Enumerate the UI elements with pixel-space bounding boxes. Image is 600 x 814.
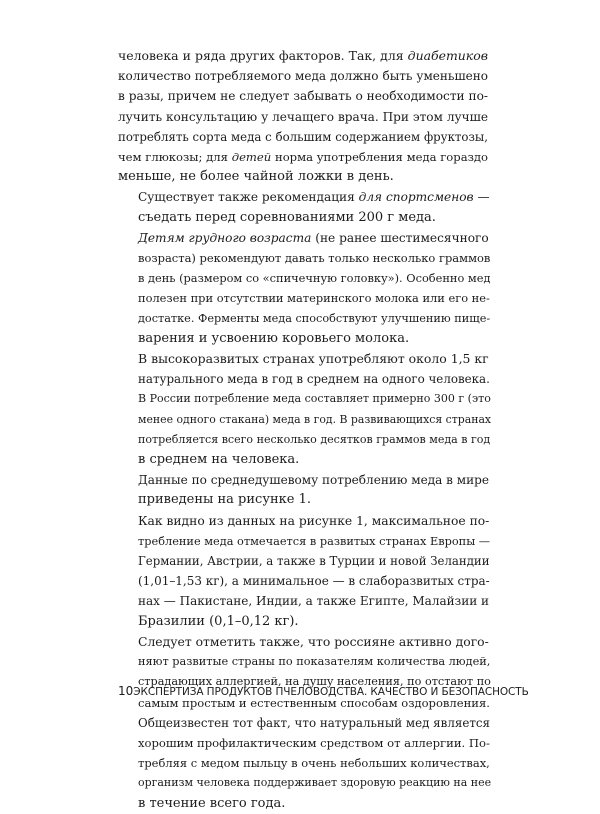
page-footer: [118, 683, 529, 700]
paragraph-athletes: [118, 187, 488, 227]
italic-term: диабетиков: [407, 48, 488, 63]
text-line: Как видно из данных на рисунке 1, максимальное по-: [138, 513, 490, 528]
text-line: страдающих аллергией, на душу населения, по отстают по: [138, 675, 491, 689]
text-line: Существует также рекомендация для спортсменов —: [138, 190, 490, 205]
text-line: чем глюкозы; для детей норма употребления меда гораздо: [118, 150, 489, 165]
paragraph-allergy: [118, 632, 492, 814]
italic-term: детей: [231, 150, 272, 165]
text-line: В высокоразвитых странах употребляют около 1,5 кг: [138, 351, 489, 367]
text-line: (1,01–1,53 кг), а минимальное — в слаборазвитых стра-: [138, 574, 490, 589]
text-line: в среднем на человека.: [138, 452, 300, 468]
text-line: самым простым и естественным способам оздоровления.: [138, 695, 490, 710]
text-line: лучить консультацию у лечащего врача. При этом лучше: [118, 109, 488, 124]
paragraph-countries: [118, 511, 491, 632]
text-line: съедать перед соревнованиями 200 г меда.: [138, 209, 436, 225]
text-line: нах — Пакистане, Индии, а также Египте, Малайзии и: [138, 594, 490, 609]
text-line: няют развитые страны по показателям количества людей,: [138, 655, 491, 669]
text-line: количество потребляемого меда должно быть уменьшено: [118, 69, 488, 84]
paragraph-diabetics: [118, 46, 488, 187]
text-line: человека и ряда других факторов. Так, для диабетиков: [118, 48, 488, 63]
text-line: натурального меда в год в среднем на одного человека.: [138, 372, 490, 387]
page-number: 10: [118, 684, 134, 698]
paragraph-figure-ref: [118, 470, 488, 510]
running-title: ЭКСПЕРТИЗА ПРОДУКТОВ ПЧЕЛОВОДСТВА. КАЧЕСТВО И БЕЗОПАСНОСТЬ: [133, 686, 529, 698]
italic-term: Детям грудного возраста: [138, 230, 312, 245]
text-line: Детям грудного возраста (не ранее шестимесячного: [138, 230, 489, 245]
text-line: в течение всего года.: [138, 795, 286, 811]
text-line: меньше, не более чайной ложки в день.: [118, 169, 394, 185]
text-line: в день (размером со «спичечную головку»). Особенно мед: [138, 271, 491, 286]
text-line: В России потребление меда составляет примерно 300 г (это: [138, 392, 491, 406]
italic-term: для спортсменов: [358, 190, 474, 205]
text-line: организм человека поддерживает здоровую реакцию на нее: [138, 776, 492, 790]
text-line: Общеизвестен тот факт, что натуральный мед является: [138, 715, 490, 730]
text-line: Данные по среднедушевому потреблению меда в мире: [138, 473, 489, 488]
text-line: хорошим профилактическим средством от аллергии. По-: [138, 735, 490, 750]
paragraph-consumption: [118, 349, 492, 470]
text-line: требляя с медом пыльцу в очень небольших количествах,: [138, 756, 490, 771]
text-line: Следует отметить также, что россияне активно дого-: [138, 634, 489, 649]
paragraph-infants: [118, 228, 491, 349]
text-line: Германии, Австрии, а также в Турции и новой Зеландии: [138, 554, 490, 569]
text-line: потреблять сорта меда с большим содержанием фруктозы,: [118, 129, 488, 144]
text-line: потребляется всего несколько десятков граммов меда в год: [138, 432, 491, 446]
text-line: Бразилии (0,1–0,12 кг).: [138, 613, 299, 629]
text-line: приведены на рисунке 1.: [138, 492, 311, 508]
text-line: возраста) рекомендуют давать только несколько граммов: [138, 251, 491, 266]
text-line: варения и усвоению коровьего молока.: [138, 330, 410, 346]
text-line: требление меда отмечается в развитых странах Европы —: [138, 533, 491, 548]
text-line: полезен при отсутствии материнского молока или его не-: [138, 291, 490, 306]
text-line: менее одного стакана) меда в год. В развивающихся странах: [138, 412, 492, 426]
text-line: достатке. Ферменты меда способствуют улучшению пище-: [138, 311, 491, 325]
text-line: в разы, причем не следует забывать о необходимости по-: [118, 89, 488, 104]
